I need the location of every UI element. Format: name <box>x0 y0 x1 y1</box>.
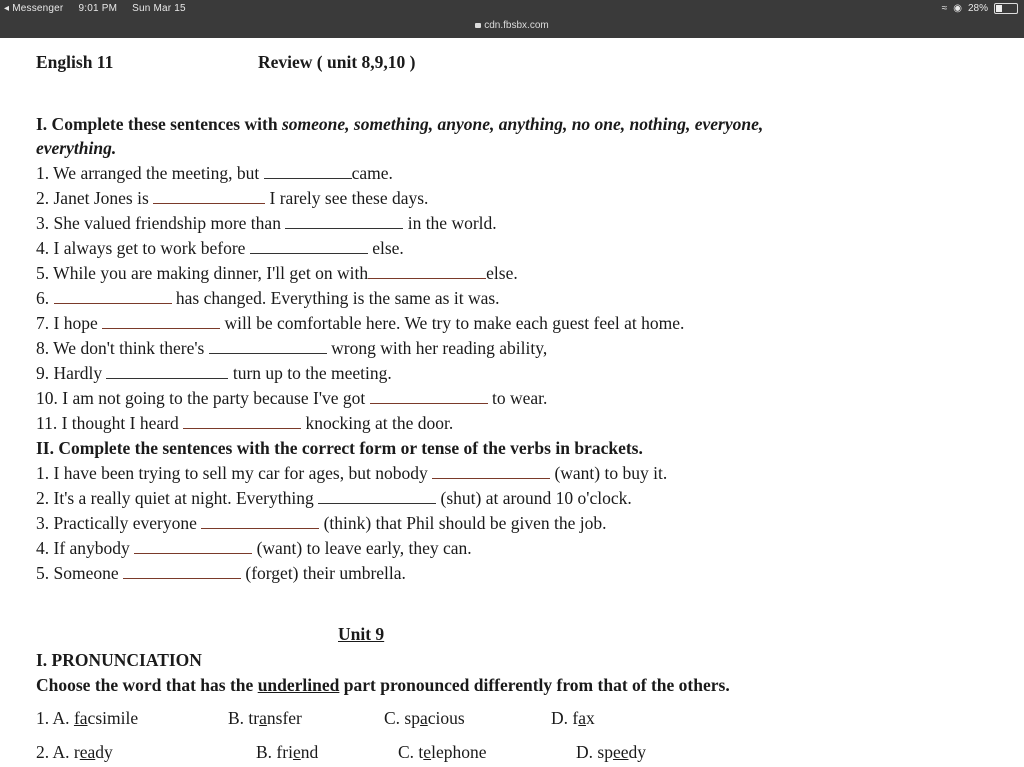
q2-option-d: D. speedy <box>576 742 646 762</box>
q2-option-a: 2. A. ready <box>36 742 113 762</box>
list-item: 2. It's a really quiet at night. Everything (shut) at around 10 o'clock. <box>36 488 632 508</box>
q2-option-b: B. friend <box>256 742 319 762</box>
q1-option-c: C. spacious <box>384 708 465 728</box>
battery-level <box>996 5 1002 12</box>
section1-instruction-words: someone, something, anyone, anything, no one, nothing, everyone, <box>281 114 764 134</box>
list-item: 11. I thought I heard knocking at the door. <box>36 413 454 433</box>
battery-percent: 28% <box>967 3 988 14</box>
document-page <box>0 38 1024 767</box>
list-item: 8. We don't think there's wrong with her reading ability, <box>36 338 548 358</box>
wifi-icon: ≈ <box>941 3 948 14</box>
status-left <box>4 3 198 14</box>
list-item: 1. We arranged the meeting, but came. <box>36 163 393 183</box>
q1-option-d: D. fax <box>551 708 595 728</box>
status-date: Sun Mar 15 <box>132 3 186 14</box>
status-right <box>942 3 1018 14</box>
section2-instruction: II. Complete the sentences with the correct form or tense of the verbs in brackets. <box>36 438 643 458</box>
pronunciation-instruction: Choose the word that has the underlined part pronounced differently from that of the others. <box>36 675 730 695</box>
list-item: 10. I am not going to the party because I've got to wear. <box>36 388 548 408</box>
section1-instruction-cont: everything. <box>36 138 117 158</box>
pronunciation-heading: I. PRONUNCIATION <box>36 650 202 670</box>
list-item: 3. She valued friendship more than in the world. <box>36 213 497 233</box>
list-item: 7. I hope will be comfortable here. We try to make each guest feel at home. <box>36 313 685 333</box>
list-item: 2. Janet Jones is I rarely see these days. <box>36 188 429 208</box>
list-item: 1. I have been trying to sell my car for ages, but nobody (want) to buy it. <box>36 463 668 483</box>
list-item: 3. Practically everyone (think) that Phil should be given the job. <box>36 513 607 533</box>
list-item: 5. Someone (forget) their umbrella. <box>36 563 406 583</box>
subject-label: English 11 <box>36 52 114 72</box>
status-time: 9:01 PM <box>78 3 118 14</box>
list-item: 5. While you are making dinner, I'll get on with else. <box>36 263 518 283</box>
location-icon: ◉ <box>953 3 962 14</box>
unit9-title: Unit 9 <box>338 624 385 644</box>
list-item: 4. If anybody (want) to leave early, they can. <box>36 538 472 558</box>
back-to-app-link[interactable]: ◂ Messenger <box>4 3 64 14</box>
status-bar <box>0 0 1024 38</box>
list-item: 6. has changed. Everything is the same as it was. <box>36 288 500 308</box>
section1-instruction <box>36 114 763 135</box>
address-bar[interactable] <box>0 20 1024 31</box>
list-item: 4. I always get to work before else. <box>36 238 404 258</box>
q2-option-c: C. telephone <box>398 742 487 762</box>
q1-option-b: B. transfer <box>228 708 302 728</box>
section1-instruction-prefix: I. Complete these sentences with <box>36 114 282 134</box>
page-title: Review ( unit 8,9,10 ) <box>258 52 416 72</box>
url-text: cdn.fbsbx.com <box>484 20 549 31</box>
battery-icon <box>994 3 1018 14</box>
list-item: 9. Hardly turn up to the meeting. <box>36 363 392 383</box>
q1-option-a: 1. A. facsimile <box>36 708 139 728</box>
lock-icon <box>475 23 481 28</box>
